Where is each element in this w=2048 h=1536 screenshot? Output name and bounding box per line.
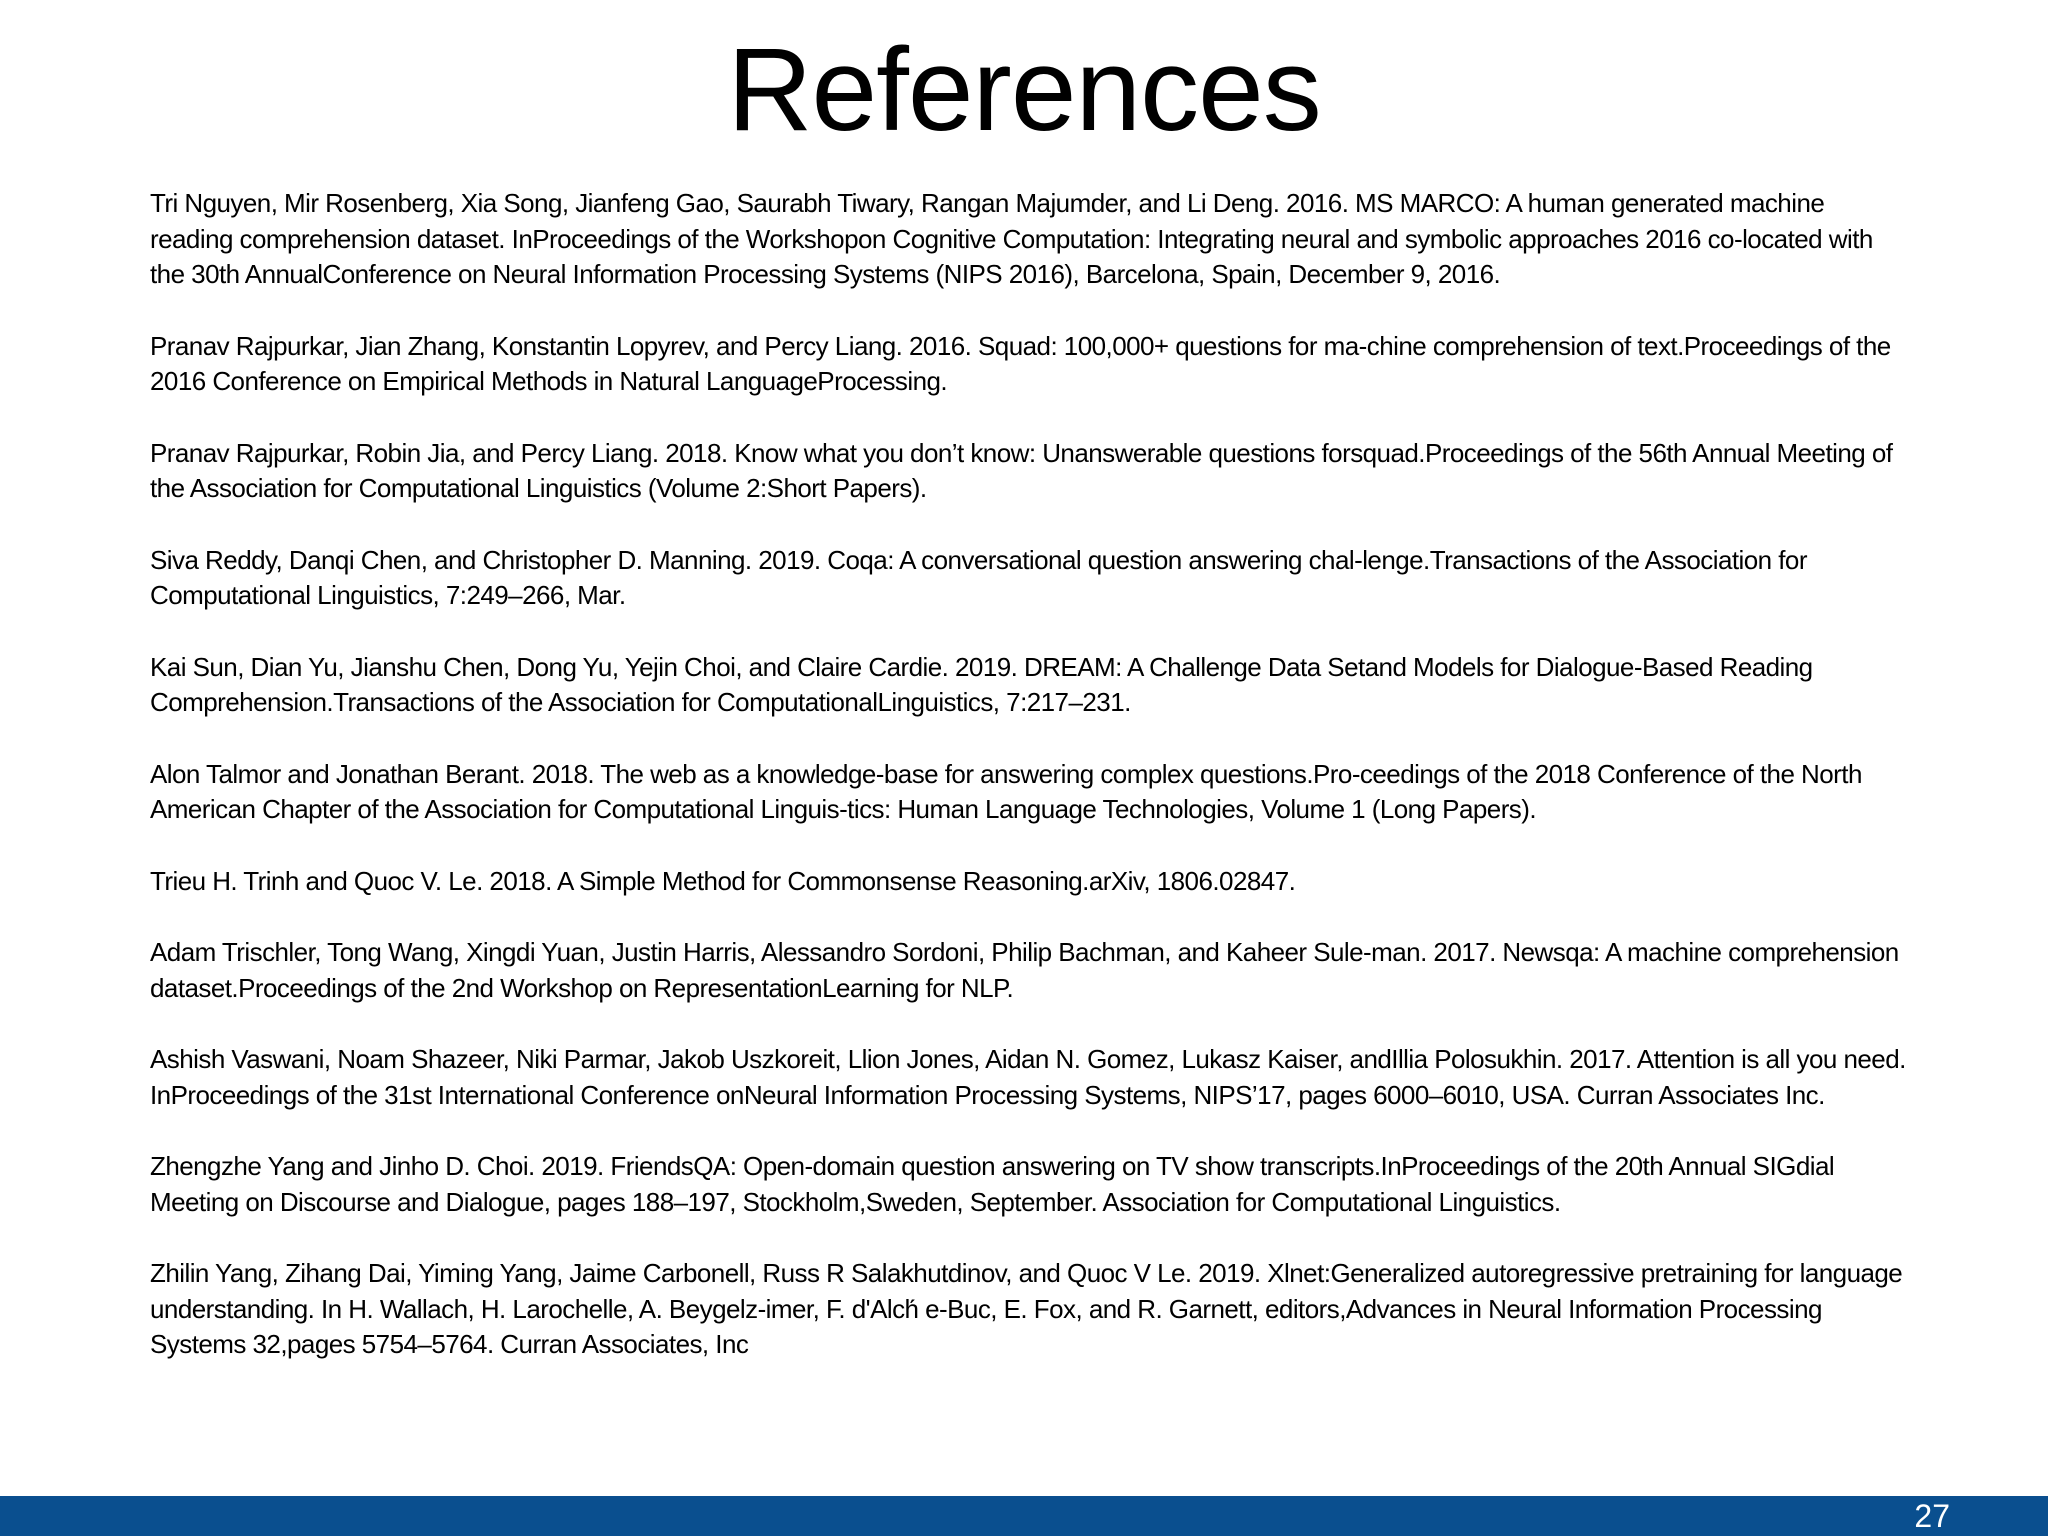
reference-item: Trieu H. Trinh and Quoc V. Le. 2018. A Simple Method for Commonsense Reasoning.arXiv, 1806.02847.	[150, 865, 1296, 896]
reference-list	[150, 186, 1910, 1399]
reference-item: Kai Sun, Dian Yu, Jianshu Chen, Dong Yu, Yejin Choi, and Claire Cardie. 2019. DREAM: A Challenge Data Setand Models for Dialogue-Based Reading Comprehension.Transactions of the Association for ComputationalLinguistics, 7:217–231.	[150, 651, 1813, 717]
reference-item: Pranav Rajpurkar, Robin Jia, and Percy Liang. 2018. Know what you don’t know: Unanswerable questions forsquad.Proceedings of the 56th Annual Meeting of the Association for Computational Linguistics (Volume 2:Short Papers).	[150, 437, 1893, 503]
page-number: 27	[1914, 1498, 1950, 1534]
slide-title: References	[727, 24, 1321, 156]
reference-item: Ashish Vaswani, Noam Shazeer, Niki Parmar, Jakob Uszkoreit, Llion Jones, Aidan N. Gomez, Lukasz Kaiser, andIllia Polosukhin. 2017. Attention is all you need. InProceedings of the 31st International Conference onNeural Information Processing Systems, NIPS’17, pages 6000–6010, USA. Curran Associates Inc.	[150, 1044, 1906, 1110]
footer-bar	[0, 1496, 2048, 1536]
reference-item: Zhengzhe Yang and Jinho D. Choi. 2019. FriendsQA: Open-domain question answering on TV show transcripts.InProceedings of the 20th Annual SIGdial Meeting on Discourse and Dialogue, pages 188–197, Stockholm,Sweden, September. Association for Computational Linguistics.	[150, 1151, 1835, 1217]
reference-item: Siva Reddy, Danqi Chen, and Christopher D. Manning. 2019. Coqa: A conversational question answering chal-lenge.Transactions of the Association for Computational Linguistics, 7:249–266, Mar.	[150, 544, 1807, 610]
reference-item: Zhilin Yang, Zihang Dai, Yiming Yang, Jaime Carbonell, Russ R Salakhutdinov, and Quoc V Le. 2019. Xlnet:Generalized autoregressive pretraining for language understanding. In H. Wallach, H. Larochelle, A. Beygelz-imer, F. d'Alch́ e-Buc, E. Fox, and R. Garnett, editors,Advances in Neural Information Processing Systems 32,pages 5754–5764. Curran Associates, Inc	[150, 1258, 1903, 1359]
reference-item: Adam Trischler, Tong Wang, Xingdi Yuan, Justin Harris, Alessandro Sordoni, Philip Bachman, and Kaheer Sule-man. 2017. Newsqa: A machine comprehension dataset.Proceedings of the 2nd Workshop on RepresentationLearning for NLP.	[150, 937, 1899, 1003]
reference-item: Tri Nguyen, Mir Rosenberg, Xia Song, Jianfeng Gao, Saurabh Tiwary, Rangan Majumder, and Li Deng. 2016. MS MARCO: A human generated machine reading comprehension dataset. InProceedings of the Workshopon Cognitive Computation: Integrating neural and symbolic approaches 2016 co-located with the 30th AnnualConference on Neural Information Processing Systems (NIPS 2016), Barcelona, Spain, December 9, 2016.	[150, 188, 1873, 289]
reference-item: Pranav Rajpurkar, Jian Zhang, Konstantin Lopyrev, and Percy Liang. 2016. Squad: 100,000+ questions for ma-chine comprehension of text.Proceedings of the 2016 Conference on Empirical Methods in Natural LanguageProcessing.	[150, 330, 1891, 396]
reference-item: Alon Talmor and Jonathan Berant. 2018. The web as a knowledge-base for answering complex questions.Pro-ceedings of the 2018 Conference of the North American Chapter of the Association for Computational Linguis-tics: Human Language Technologies, Volume 1 (Long Papers).	[150, 758, 1862, 824]
